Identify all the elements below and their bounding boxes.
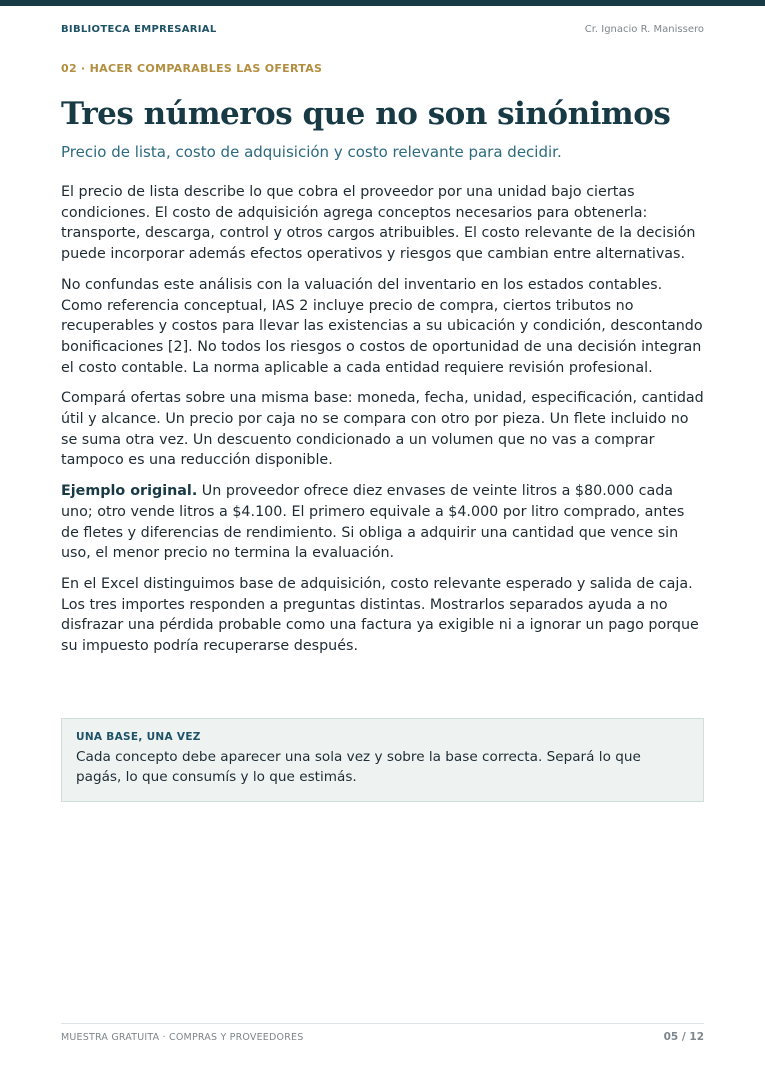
paragraph: El precio de lista describe lo que cobra el proveedor por una unidad bajo ciertas condiciones. El costo de adquisición agrega conceptos necesarios para obtenerla: transporte, descarga, control y otros cargos atribuibles. El costo relevante de la decisión puede incorporar además efectos operativos y riesgos que cambian entre alternativas.	[61, 184, 696, 263]
brand-label: BIBLIOTECA EMPRESARIAL	[61, 24, 217, 35]
author-label: Cr. Ignacio R. Manissero	[584, 24, 704, 35]
page-subtitle: Precio de lista, costo de adquisición y costo relevante para decidir.	[61, 143, 562, 161]
callout-box	[61, 718, 704, 802]
example-paragraph	[61, 481, 704, 564]
page-title: Tres números que no son sinónimos	[61, 96, 671, 132]
footer-label: MUESTRA GRATUITA · COMPRAS Y PROVEEDORES	[61, 1032, 304, 1043]
body-text	[61, 182, 704, 667]
page-header	[61, 24, 704, 38]
section-label: 02 · HACER COMPARABLES LAS OFERTAS	[61, 62, 323, 75]
paragraph: No confundas este análisis con la valuación del inventario en los estados contables. Como referencia conceptual, IAS 2 incluye precio de compra, ciertos tributos no recuperables y costos para llevar las existencias a su ubicación y condición, descontando bonificaciones [2]. No todos los riesgos o costos de oportunidad de una decisión integran el costo contable. La norma aplicable a cada entidad requiere revisión profesional.	[61, 276, 703, 376]
paragraph: Compará ofertas sobre una misma base: moneda, fecha, unidad, especificación, cantidad útil y alcance. Un precio por caja no se compara con otro por pieza. Un flete incluido no se suma otra vez. Un descuento condicionado a un volumen que no vas a comprar tampoco es una reducción disponible.	[61, 390, 704, 469]
page-number: 05 / 12	[663, 1031, 704, 1043]
top-accent-bar	[0, 0, 765, 6]
example-text: Un proveedor ofrece diez envases de veinte litros a $80.000 cada uno; otro vende litros a $4.100. El primero equivale a $4.000 por litro comprado, antes de fletes y diferencias de rendimiento. Si obliga a adquirir una cantidad que vence sin uso, el menor precio no termina la evaluación.	[61, 483, 685, 562]
callout-title: UNA BASE, UNA VEZ	[76, 731, 201, 743]
closing-paragraph: En el Excel distinguimos base de adquisición, costo relevante esperado y salida de caja. Los tres importes responden a preguntas distintas. Mostrarlos separados ayuda a no disfrazar una pérdida probable como una factura ya exigible ni a ignorar un pago porque su impuesto podría recuperarse después.	[61, 575, 699, 655]
footer-divider	[61, 1023, 704, 1024]
example-lead: Ejemplo original.	[61, 483, 198, 500]
callout-text: Cada concepto debe aparecer una sola vez y sobre la base correcta. Separá lo que pagás, lo que consumís y lo que estimás.	[76, 749, 641, 785]
